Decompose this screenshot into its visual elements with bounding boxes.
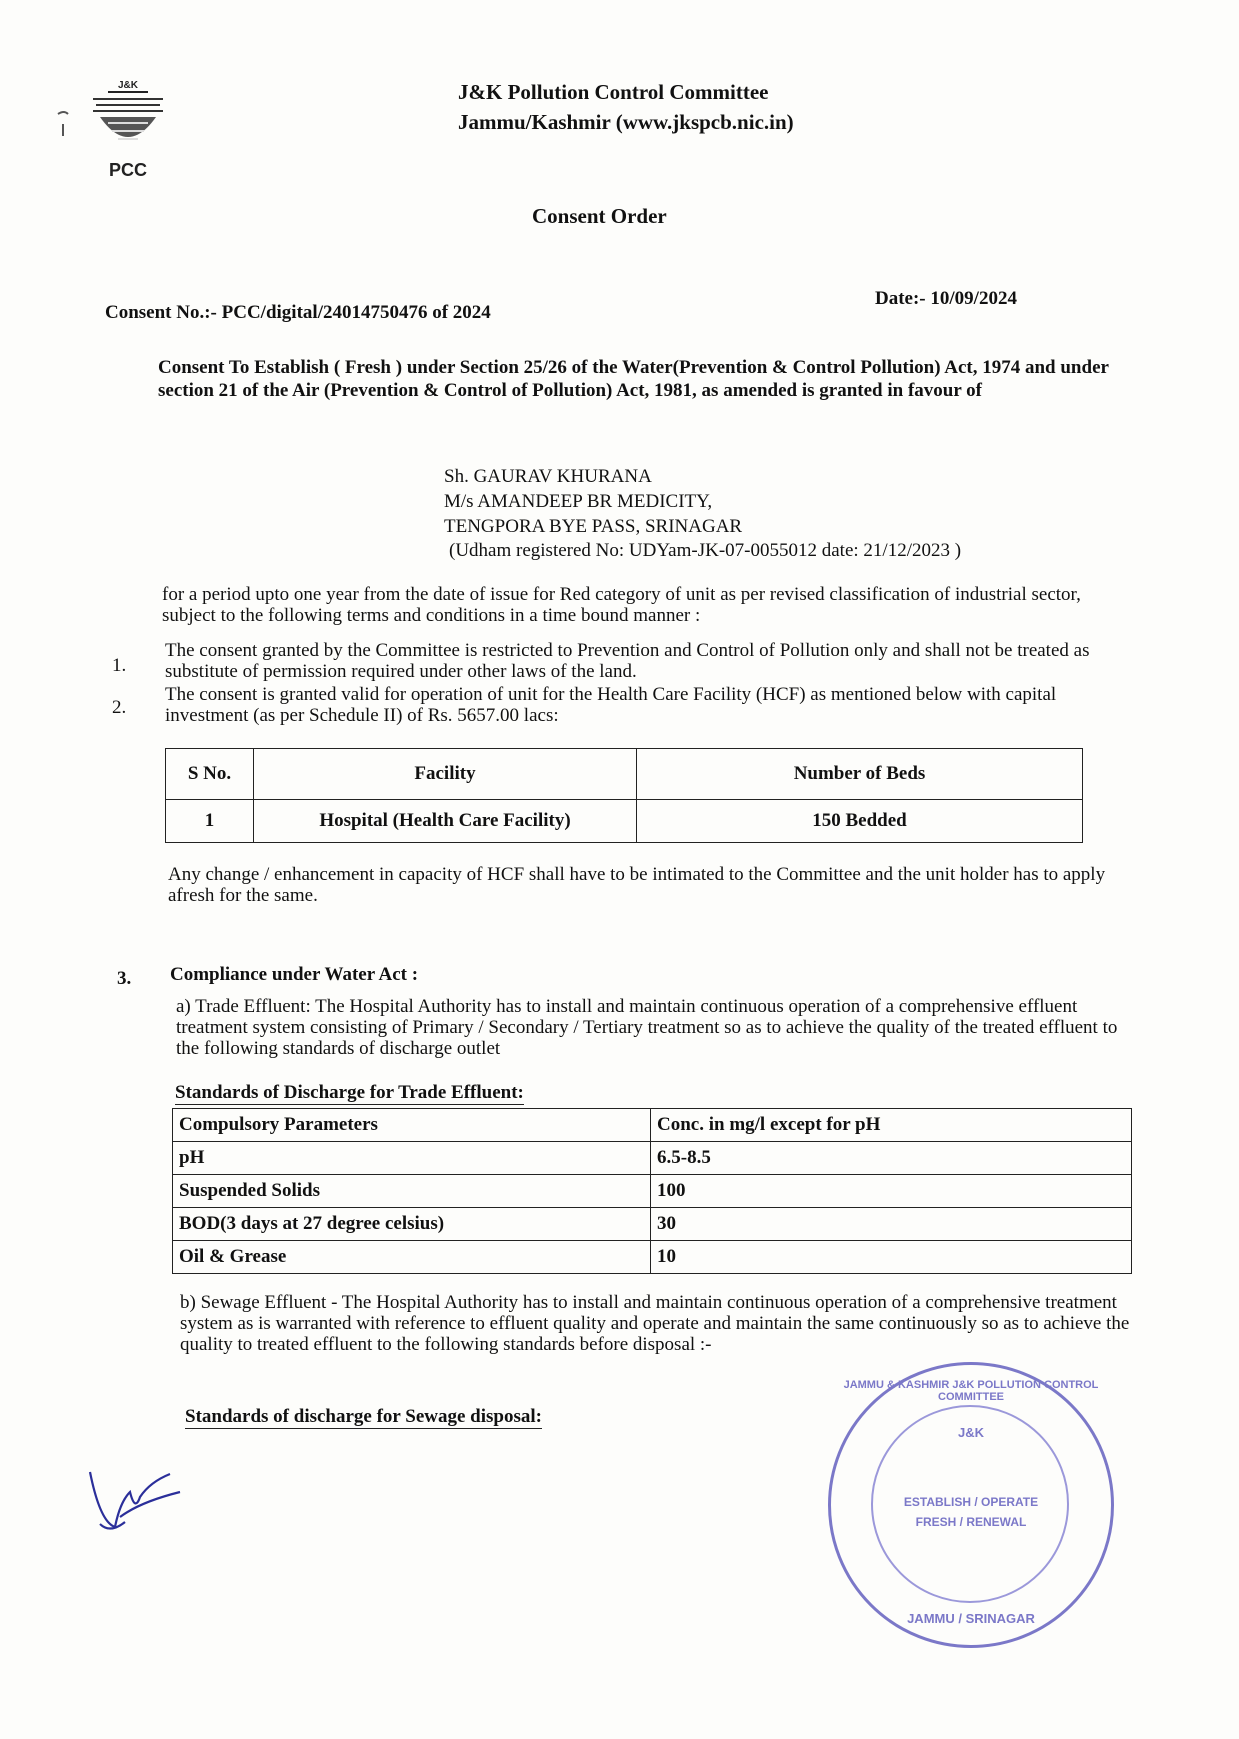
trade-standards-heading-text: Standards of Discharge for Trade Effluent:: [175, 1082, 524, 1103]
table-cell: Hospital (Health Care Facility): [254, 800, 637, 843]
table-cell: 6.5-8.5: [651, 1142, 1132, 1175]
globe-icon: [88, 93, 168, 153]
grantee-firm: M/s AMANDEEP BR MEDICITY,: [444, 491, 713, 512]
facility-table: [165, 748, 1083, 843]
period-text: for a period upto one year from the date of issue for Red category of unit as per revised classification of industrial sector, subject to the following terms and conditions in a time bound manner :: [162, 584, 1081, 626]
grantee-address: TENGPORA BYE PASS, SRINAGAR: [444, 516, 743, 537]
table-cell: 150 Bedded: [637, 800, 1083, 843]
org-location: Jammu/Kashmir (www.jkspcb.nic.in): [458, 110, 794, 134]
trade-standards-table: [172, 1108, 1132, 1274]
table-header-row: [166, 749, 1083, 800]
table-header-cell: Compulsory Parameters: [173, 1109, 651, 1142]
stamp-ring-text: JAMMU & KASHMIR J&K POLLUTION CONTROL COMMITTEE: [843, 1379, 1099, 1403]
logo-bottom-text: PCC: [108, 160, 147, 180]
table-cell: 100: [651, 1175, 1132, 1208]
section-number: 3.: [117, 968, 132, 989]
table-cell: pH: [173, 1142, 651, 1175]
table-cell: 10: [651, 1241, 1132, 1274]
table-row: [166, 800, 1083, 843]
table-header-cell: S No.: [166, 749, 254, 800]
table-cell: BOD(3 days at 27 degree celsius): [173, 1208, 651, 1241]
table-cell: Oil & Grease: [173, 1241, 651, 1274]
consent-number: Consent No.:- PCC/digital/24014750476 of 2024: [105, 302, 491, 323]
logo-top-text: J&K: [108, 80, 148, 93]
pcc-logo: [88, 80, 168, 181]
signature-icon: [80, 1462, 190, 1542]
grantee-name: Sh. GAURAV KHURANA: [444, 466, 652, 487]
table-header-row: [173, 1109, 1132, 1142]
consent-date: Date:- 10/09/2024: [875, 288, 1017, 309]
stamp-center-mid: ESTABLISH / OPERATE: [903, 1495, 1039, 1509]
change-note: Any change / enhancement in capacity of HCF shall have to be intimated to the Committee and the unit holder has to apply afresh for the same.: [168, 864, 1106, 906]
condition-text: The consent is granted valid for operation of unit for the Health Care Facility (HCF) as mentioned below with capital investment (as per Schedule II) of Rs. 5657.00 lacs:: [165, 684, 1057, 726]
table-cell: Suspended Solids: [173, 1175, 651, 1208]
table-cell: 1: [166, 800, 254, 843]
table-row: [173, 1142, 1132, 1175]
section-heading: Compliance under Water Act :: [170, 964, 419, 985]
condition-text: The consent granted by the Committee is restricted to Prevention and Control of Pollution only and shall not be treated as substitute of permission required under other laws of the land.: [165, 640, 1090, 682]
table-row: [173, 1208, 1132, 1241]
document-title: Consent Order: [532, 204, 667, 228]
sewage-standards-heading: [185, 1406, 542, 1428]
stamp-center-top: J&K: [957, 1425, 984, 1440]
table-header-cell: Facility: [254, 749, 637, 800]
table-row: [173, 1241, 1132, 1274]
sewage-effluent-text: b) Sewage Effluent - The Hospital Authority has to install and maintain continuous operation of a comprehensive treatment system as is warranted with reference to effluent quality and operate and maintain the same continuously so as to achieve the quality to treated effluent to the following standards before disposal :-: [180, 1292, 1130, 1355]
stamp-center-bottom: FRESH / RENEWAL: [915, 1515, 1027, 1529]
table-header-cell: Conc. in mg/l except for pH: [651, 1109, 1132, 1142]
org-name: J&K Pollution Control Committee: [458, 80, 769, 104]
table-header-cell: Number of Beds: [637, 749, 1083, 800]
table-cell: 30: [651, 1208, 1132, 1241]
trade-effluent-text: a) Trade Effluent: The Hospital Authority has to install and maintain continuous operation of a comprehensive effluent treatment system consisting of Primary / Secondary / Tertiary treatment so as to achieve the quality of the treated effluent to the following standards of discharge outlet: [176, 996, 1118, 1059]
grantee-udham: (Udham registered No: UDYam-JK-07-0055012 date: 21/12/2023 ): [449, 540, 962, 561]
condition-number: 2.: [112, 697, 127, 718]
consent-intro: Consent To Establish ( Fresh ) under Section 25/26 of the Water(Prevention & Control Pollution) Act, 1974 and under section 21 of the Air (Prevention & Control of Pollution) Act, 1981, as amended is granted in favour of: [158, 357, 1109, 401]
sewage-standards-heading-text: Standards of discharge for Sewage disposal:: [185, 1406, 542, 1427]
trade-standards-heading: [175, 1082, 524, 1104]
stamp-bottom-text: JAMMU / SRINAGAR: [907, 1611, 1035, 1626]
condition-number: 1.: [112, 655, 127, 676]
official-stamp: [828, 1362, 1114, 1648]
margin-mark-icon: [56, 110, 70, 140]
table-row: [173, 1175, 1132, 1208]
